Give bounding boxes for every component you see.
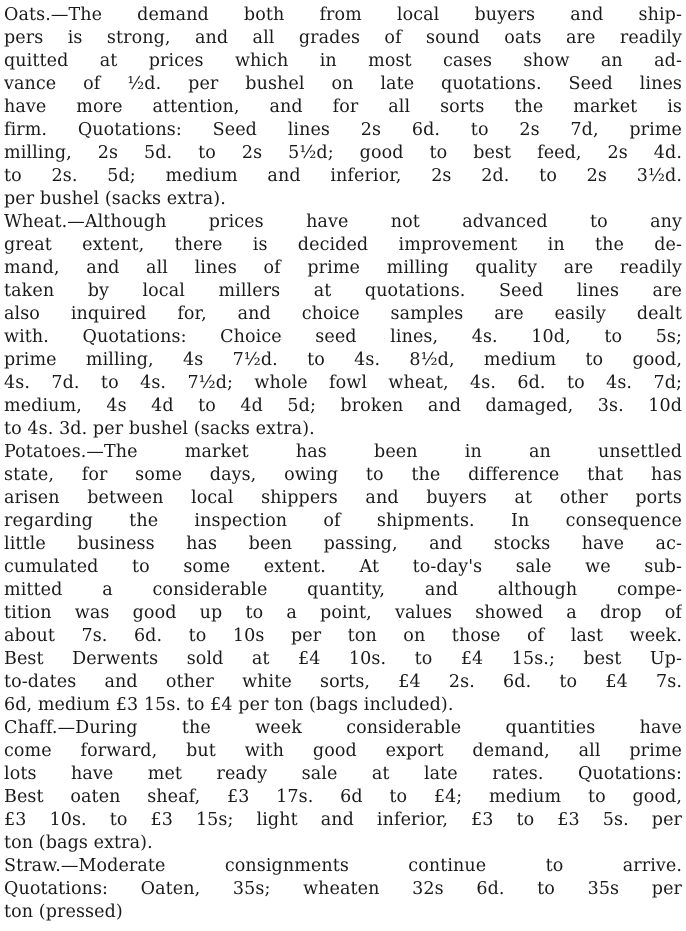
text-line: about 7s. 6d. to 10s per ton on those of last week. <box>4 626 682 646</box>
text-line: arisen between local shippers and buyers at other ports <box>4 488 682 508</box>
text-line: ton (pressed) <box>4 902 123 922</box>
text-line: to-dates and other white sorts, £4 2s. 6d. to £4 7s. <box>4 672 682 692</box>
text-line: Best oaten sheaf, £3 17s. 6d to £4; medium to good, <box>4 787 682 807</box>
text-line: £3 10s. to £3 15s; light and inferior, £3 to £3 5s. per <box>4 810 682 830</box>
text-line: 6d, medium £3 15s. to £4 per ton (bags included). <box>4 695 454 715</box>
wheat-paragraph <box>4 211 682 441</box>
text-line: regarding the inspection of shipments. In consequence <box>4 511 682 531</box>
text-line: cumulated to some extent. At to-day's sale we sub- <box>4 557 682 577</box>
text-line: milling, 2s 5d. to 2s 5½d; good to best feed, 2s 4d. <box>4 143 682 163</box>
text-line: lots have met ready sale at late rates. Quotations: <box>4 764 682 784</box>
text-line: firm. Quotations: Seed lines 2s 6d. to 2s 7d, prime <box>4 120 682 140</box>
text-line: with. Quotations: Choice seed lines, 4s. 10d, to 5s; <box>4 327 682 347</box>
text-line: Best Derwents sold at £4 10s. to £4 15s.; best Up- <box>4 649 682 669</box>
text-line: tition was good up to a point, values showed a drop of <box>4 603 682 623</box>
text-line: to 2s. 5d; medium and inferior, 2s 2d. to 2s 3½d. <box>4 166 682 186</box>
potatoes-paragraph <box>4 441 682 717</box>
text-line: great extent, there is decided improvement in the de- <box>4 235 682 255</box>
text-line: vance of ½d. per bushel on late quotations. Seed lines <box>4 74 682 94</box>
text-line: ton (bags extra). <box>4 833 153 853</box>
chaff-paragraph <box>4 717 682 855</box>
text-line: to 4s. 3d. per bushel (sacks extra). <box>4 419 315 439</box>
oats-paragraph <box>4 4 682 211</box>
text-line: Chaff.—During the week considerable quantities have <box>4 718 682 738</box>
text-line: pers is strong, and all grades of sound oats are readily <box>4 28 682 48</box>
text-line: Quotations: Oaten, 35s; wheaten 32s 6d. to 35s per <box>4 879 682 899</box>
text-line: quitted at prices which in most cases show an ad- <box>4 51 682 71</box>
text-line: per bushel (sacks extra). <box>4 189 226 209</box>
text-line: Potatoes.—The market has been in an unsettled <box>4 442 682 462</box>
text-line: little business has been passing, and stocks have ac- <box>4 534 682 554</box>
text-line: mitted a considerable quantity, and although compe- <box>4 580 682 600</box>
text-line: also inquired for, and choice samples are easily dealt <box>4 304 682 324</box>
text-line: state, for some days, owing to the difference that has <box>4 465 682 485</box>
text-line: taken by local millers at quotations. Seed lines are <box>4 281 682 301</box>
text-line: Wheat.—Although prices have not advanced to any <box>4 212 682 232</box>
market-report-column <box>4 4 682 924</box>
text-line: mand, and all lines of prime milling quality are readily <box>4 258 682 278</box>
text-line: medium, 4s 4d to 4d 5d; broken and damaged, 3s. 10d <box>4 396 682 416</box>
text-line: come forward, but with good export demand, all prime <box>4 741 682 761</box>
text-line: have more attention, and for all sorts the market is <box>4 97 682 117</box>
text-line: Oats.—The demand both from local buyers and ship- <box>4 5 682 25</box>
text-line: Straw.—Moderate consignments continue to arrive. <box>4 856 682 876</box>
text-line: prime milling, 4s 7½d. to 4s. 8½d, medium to good, <box>4 350 682 370</box>
straw-paragraph <box>4 855 682 924</box>
text-line: 4s. 7d. to 4s. 7½d; whole fowl wheat, 4s. 6d. to 4s. 7d; <box>4 373 682 393</box>
